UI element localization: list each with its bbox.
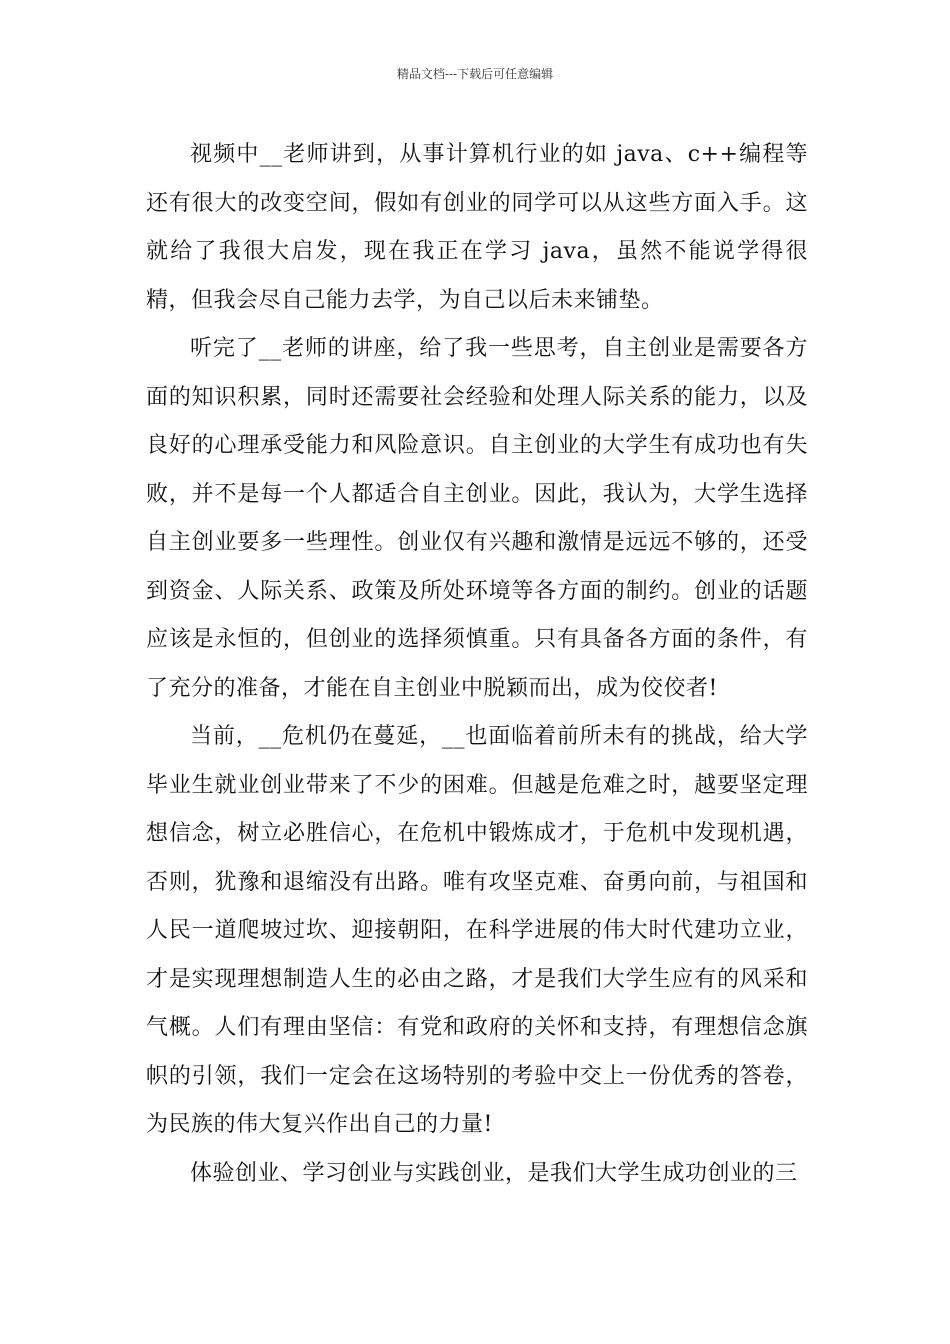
document-body <box>146 131 808 1198</box>
page-header: 精品文档---下载后可任意编辑 <box>396 67 554 81</box>
paragraph-4: 体验创业、学习创业与实践创业，是我们大学生成功创业的三 <box>190 1160 798 1186</box>
paragraph-2: 听完了__老师的讲座，给了我一些思考，自主创业是需要各方面的知识积累，同时还需要社会经验和处理人际关系的能力，以及良好的心理承受能力和风险意识。自主创业的大学生有成功也有失败，并不是每一个人都适合自主创业。因此，我认为，大学生选择自主创业要多一些理性。创业仅有兴趣和激情是远远不够的，还受到资金、人际关系、政策及所处环境等各方面的制约。创业的话题应该是永恒的，但创业的选择须慎重。只有具备各方面的条件，有了充分的准备，才能在自主创业中脱颖而出，成为佼佼者! <box>146 336 808 701</box>
paragraph-3: 当前，__危机仍在蔓延，__也面临着前所未有的挑战，给大学毕业生就业创业带来了不少的困难。但越是危难之时，越要坚定理想信念，树立必胜信心，在危机中锻炼成才，于危机中发现机遇，否则，犹豫和退缩没有出路。唯有攻坚克难、奋勇向前，与祖国和人民一道爬坡过坎、迎接朝阳，在科学进展的伟大时代建功立业，才是实现理想制造人生的必由之路，才是我们大学生应有的风采和气概。人们有理由坚信：有党和政府的关怀和支持，有理想信念旗帜的引领，我们一定会在这场特别的考验中交上一份优秀的答卷，为民族的伟大复兴作出自己的力量! <box>146 724 808 1137</box>
paragraph-1: 视频中__老师讲到，从事计算机行业的如 java、c++编程等还有很大的改变空间，假如有创业的同学可以从这些方面入手。这就给了我很大启发，现在我正在学习 java，虽然不能说学得很精，但我会尽自己能力去学，为自己以后未来铺垫。 <box>146 142 808 313</box>
